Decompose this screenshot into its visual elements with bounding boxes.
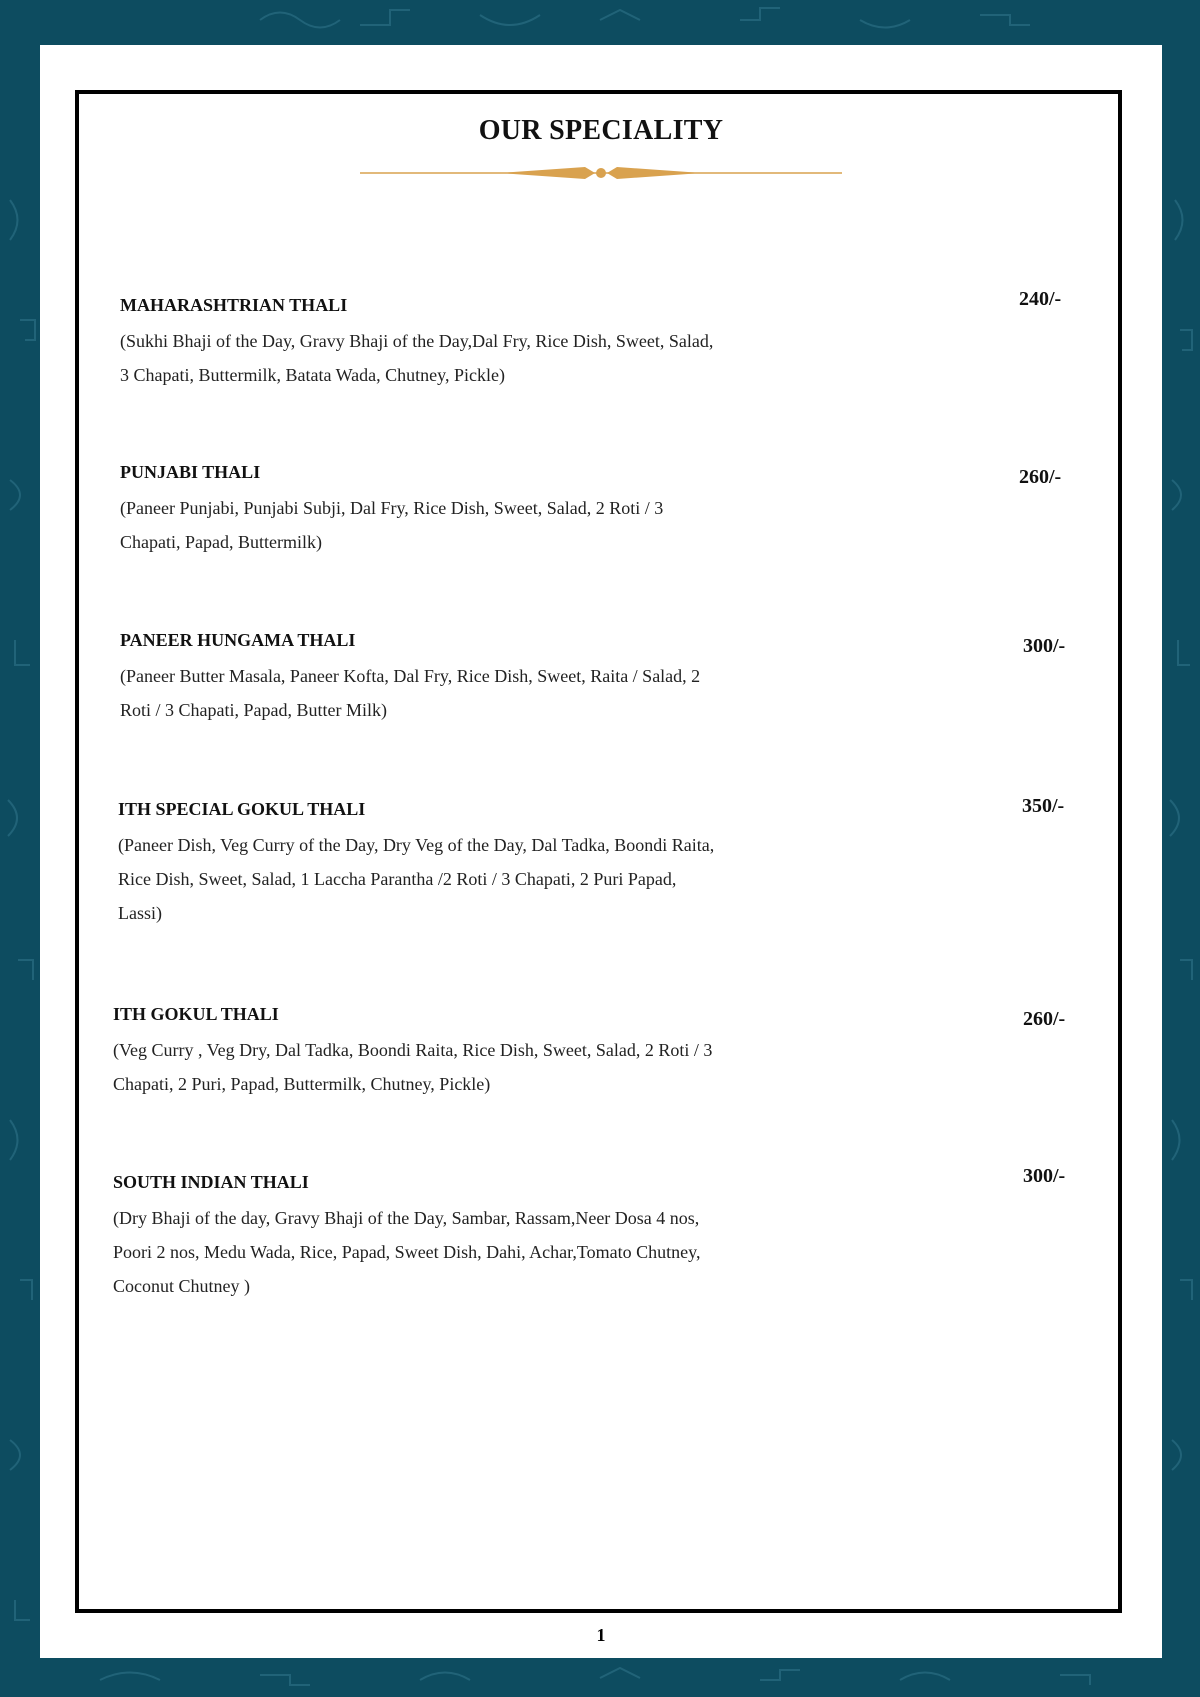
menu-item [120, 630, 720, 727]
menu-item [118, 799, 718, 930]
item-name: ITH GOKUL THALI [113, 1004, 279, 1024]
item-price: 300/- [1023, 1165, 1066, 1187]
item-name: ITH SPECIAL GOKUL THALI [118, 799, 366, 819]
item-description: (Sukhi Bhaji of the Day, Gravy Bhaji of the Day,Dal Fry, Rice Dish, Sweet, Salad, 3 Chapati, Buttermilk, Batata Wada, Chutney, Pickle) [120, 331, 714, 385]
menu-item [120, 295, 720, 392]
item-description: (Paneer Dish, Veg Curry of the Day, Dry Veg of the Day, Dal Tadka, Boondi Raita, Rice Dish, Sweet, Salad, 1 Laccha Parantha /2 Roti / 3 Chapati, 2 Puri Papad, Lassi) [118, 835, 715, 923]
item-name: MAHARASHTRIAN THALI [120, 295, 348, 315]
page-number: 1 [596, 1625, 606, 1645]
item-description: (Paneer Punjabi, Punjabi Subji, Dal Fry, Rice Dish, Sweet, Salad, 2 Roti / 3 Chapati, Papad, Buttermilk) [120, 498, 664, 552]
item-price: 240/- [1019, 288, 1062, 310]
ornament-divider [360, 163, 842, 183]
item-name: PUNJABI THALI [120, 462, 261, 482]
menu-item [113, 1172, 713, 1303]
page-title: OUR SPECIALITY [478, 115, 724, 146]
item-description: (Dry Bhaji of the day, Gravy Bhaji of the Day, Sambar, Rassam,Neer Dosa 4 nos, Poori 2 nos, Medu Wada, Rice, Papad, Sweet Dish, Dahi, Achar,Tomato Chutney, Coconut Chutney ) [113, 1208, 701, 1296]
menu-item [113, 1004, 713, 1101]
menu-item [120, 462, 720, 559]
item-description: (Veg Curry , Veg Dry, Dal Tadka, Boondi Raita, Rice Dish, Sweet, Salad, 2 Roti / 3 Chapati, 2 Puri, Papad, Buttermilk, Chutney, Pickle) [113, 1040, 713, 1094]
item-price: 350/- [1022, 795, 1065, 817]
item-price: 260/- [1019, 466, 1062, 488]
menu-page [40, 45, 1162, 1658]
item-price: 260/- [1023, 1008, 1066, 1030]
item-name: SOUTH INDIAN THALI [113, 1172, 309, 1192]
item-price: 300/- [1023, 635, 1066, 657]
item-name: PANEER HUNGAMA THALI [120, 630, 356, 650]
item-description: (Paneer Butter Masala, Paneer Kofta, Dal Fry, Rice Dish, Sweet, Raita / Salad, 2 Roti / 3 Chapati, Papad, Butter Milk) [120, 666, 701, 720]
